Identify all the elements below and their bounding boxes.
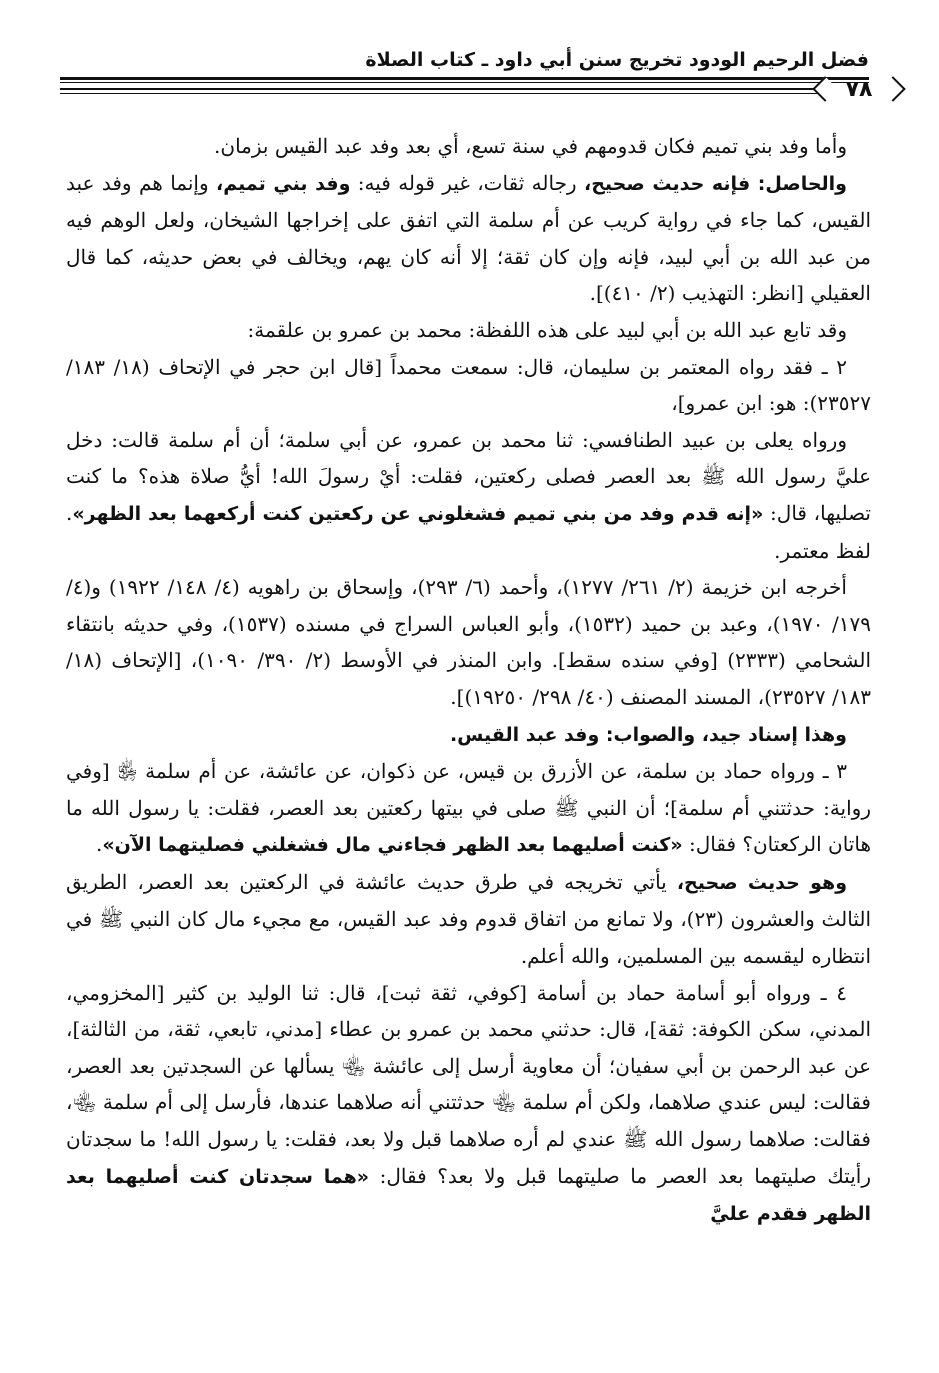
bold-text-segment: وفد بني تميم، — [216, 172, 351, 195]
text-segment: يأتي تخريجه في طرق حديث عائشة في الركعتين بعد العصر، الطريق الثالث والعشرون (٢٣)، ولا تمانع من اتفاق قدوم وفد عبد القيس، مع مجيء مال كان النبي ﷺ في انتظاره ليقسمه بين المسلمين، والله أعلم. — [66, 869, 872, 969]
page-number-left-rule-thin — [60, 93, 820, 94]
paragraph — [66, 165, 871, 312]
paragraph — [66, 349, 871, 422]
paragraph — [66, 864, 871, 975]
bold-text-segment: وهذا إسناد جيد، والصواب: وفد عبد القيس. — [449, 723, 847, 746]
text-segment: . — [96, 832, 103, 857]
bold-text-segment: «إنه قدم وفد من بني تميم فشغلوني عن ركعتين كنت أركعهما بعد الظهر» — [72, 502, 764, 525]
paragraph — [66, 753, 871, 864]
paragraph — [66, 569, 871, 715]
text-segment: وأما وفد بني تميم فكان قدومهم في سنة تسع، أي بعد وفد عبد القيس بزمان. — [214, 134, 847, 158]
text-segment: ٣ ـ ورواه حماد بن سلمة، عن الأزرق بن قيس، عن ذكوان، عن عائشة، عن أم سلمة ﵂ [وفي رواية: حدثتني أم سلمة]؛ أن النبي ﷺ صلى في بيتها ركعتين بعد العصر، فقلت: يا رسول الله ما هاتان الركعتان؟ فقال: — [66, 759, 871, 857]
page-number-row — [60, 70, 873, 110]
text-segment: ٤ ـ ورواه أبو أسامة حماد بن أسامة [كوفي، ثقة ثبت]، قال: ثنا الوليد بن كثير [المخزومي، المدني، سكن الكوفة: ثقة]، قال: حدثني محمد بن عمرو بن عطاء [مدني، تابعي، ثقة، من الثالثة]، عن عبد الرحمن بن أبي سفيان؛ أن معاوية أرسل إلى عائشة ﵄ يسألها عن السجدتين بعد العصر، فقالت: ليس عندي صلاهما، ولكن أم سلمة ﵄ حدثتني أنه صلاهما عندها، فأرسل إلى أم سلمة ﵄، فقالت: صلاهما رسول الله ﷺ عندي لم أره صلاهما قبل ولا بعد، فقلت: يا رسول الله! ما سجدتان رأيتك صليتهما بعد العصر ما صليتهما قبل ولا بعد؟ فقال: — [66, 980, 872, 1188]
bold-text-segment: وهو حديث صحيح، — [676, 871, 848, 894]
page-number: ٧٨ — [822, 74, 896, 106]
paragraph — [66, 716, 871, 754]
bold-text-segment: والحاصل: فإنه حديث صحيح، — [583, 172, 847, 195]
paragraph — [66, 312, 871, 349]
paragraph — [66, 128, 871, 165]
bold-text-segment: «هما سجدتان كنت أصليهما بعد الظهر فقدم عليَّ — [66, 1165, 871, 1226]
bold-text-segment: «كنت أصليهما بعد الظهر فجاءني مال فشغلني فصليتهما الآن» — [102, 834, 683, 857]
text-segment: أخرجه ابن خزيمة (٢/ ٢٦١/ ١٢٧٧)، وأحمد (٦/ ٢٩٣)، وإسحاق بن راهويه (٤/ ١٤٨/ ١٩٢٢) و(٤/ ١٧٩/ ١٩٧٠)، وعبد بن حميد (١٥٣٢)، وأبو العباس السراج في مسنده (١٥٣٧)، وفي حديثه بانتقاء الشحامي (٢٣٣٣) [وفي سنده سقط]. وابن المنذر في الأوسط (٢/ ٣٩٠/ ١٠٩٠)، [الإتحاف (١٨/ ١٨٣/ ٢٣٥٢٧)، المسند المصنف (٤٠/ ٢٩٨/ ١٩٢٥٠)]. — [66, 575, 872, 709]
text-segment: رجاله ثقات، غير قوله فيه: — [350, 170, 584, 195]
text-segment: ٢ ـ فقد رواه المعتمر بن سليمان، قال: سمعت محمداً [قال ابن حجر في الإتحاف (١٨/ ١٨٣/ ٢٣٥٢٧): هو: ابن عمرو]، — [66, 354, 871, 416]
paragraph — [66, 975, 871, 1233]
body-text — [66, 128, 871, 1233]
text-segment: وإنما هم وفد عبد القيس، كما جاء في رواية كريب عن أم سلمة التي اتفق على إخراجها الشيخان، ولعل الوهم فيه من عبد الله بن أبي لبيد، فإنه وإن كان ثقة؛ إلا أنه كان يهم، ويخالف في بعض حديثه، كما قال العقيلي [انظر: التهذيب (٢/ ٤١٠)]. — [66, 170, 871, 306]
text-segment: ورواه يعلى بن عبيد الطنافسي: ثنا محمد بن عمرو، عن أبي سلمة؛ أن أم سلمة قالت: دخل عليَّ رسول الله ﷺ بعد العصر فصلى ركعتين، فقلت: أيْ رسولَ الله! أيُّ صلاة هذه؟ ما كنت تصليها، قال: — [66, 427, 871, 525]
text-segment: وقد تابع عبد الله بن أبي لبيد على هذه اللفظة: محمد بن عمرو بن علقمة: — [247, 317, 847, 342]
running-header-title: فضل الرحيم الودود تخريج سنن أبي داود ـ كتاب الصلاة — [365, 49, 869, 71]
page-number-left-rule — [60, 88, 820, 90]
paragraph — [66, 422, 871, 569]
text-segment: . لفظ معتمر. — [66, 500, 871, 563]
